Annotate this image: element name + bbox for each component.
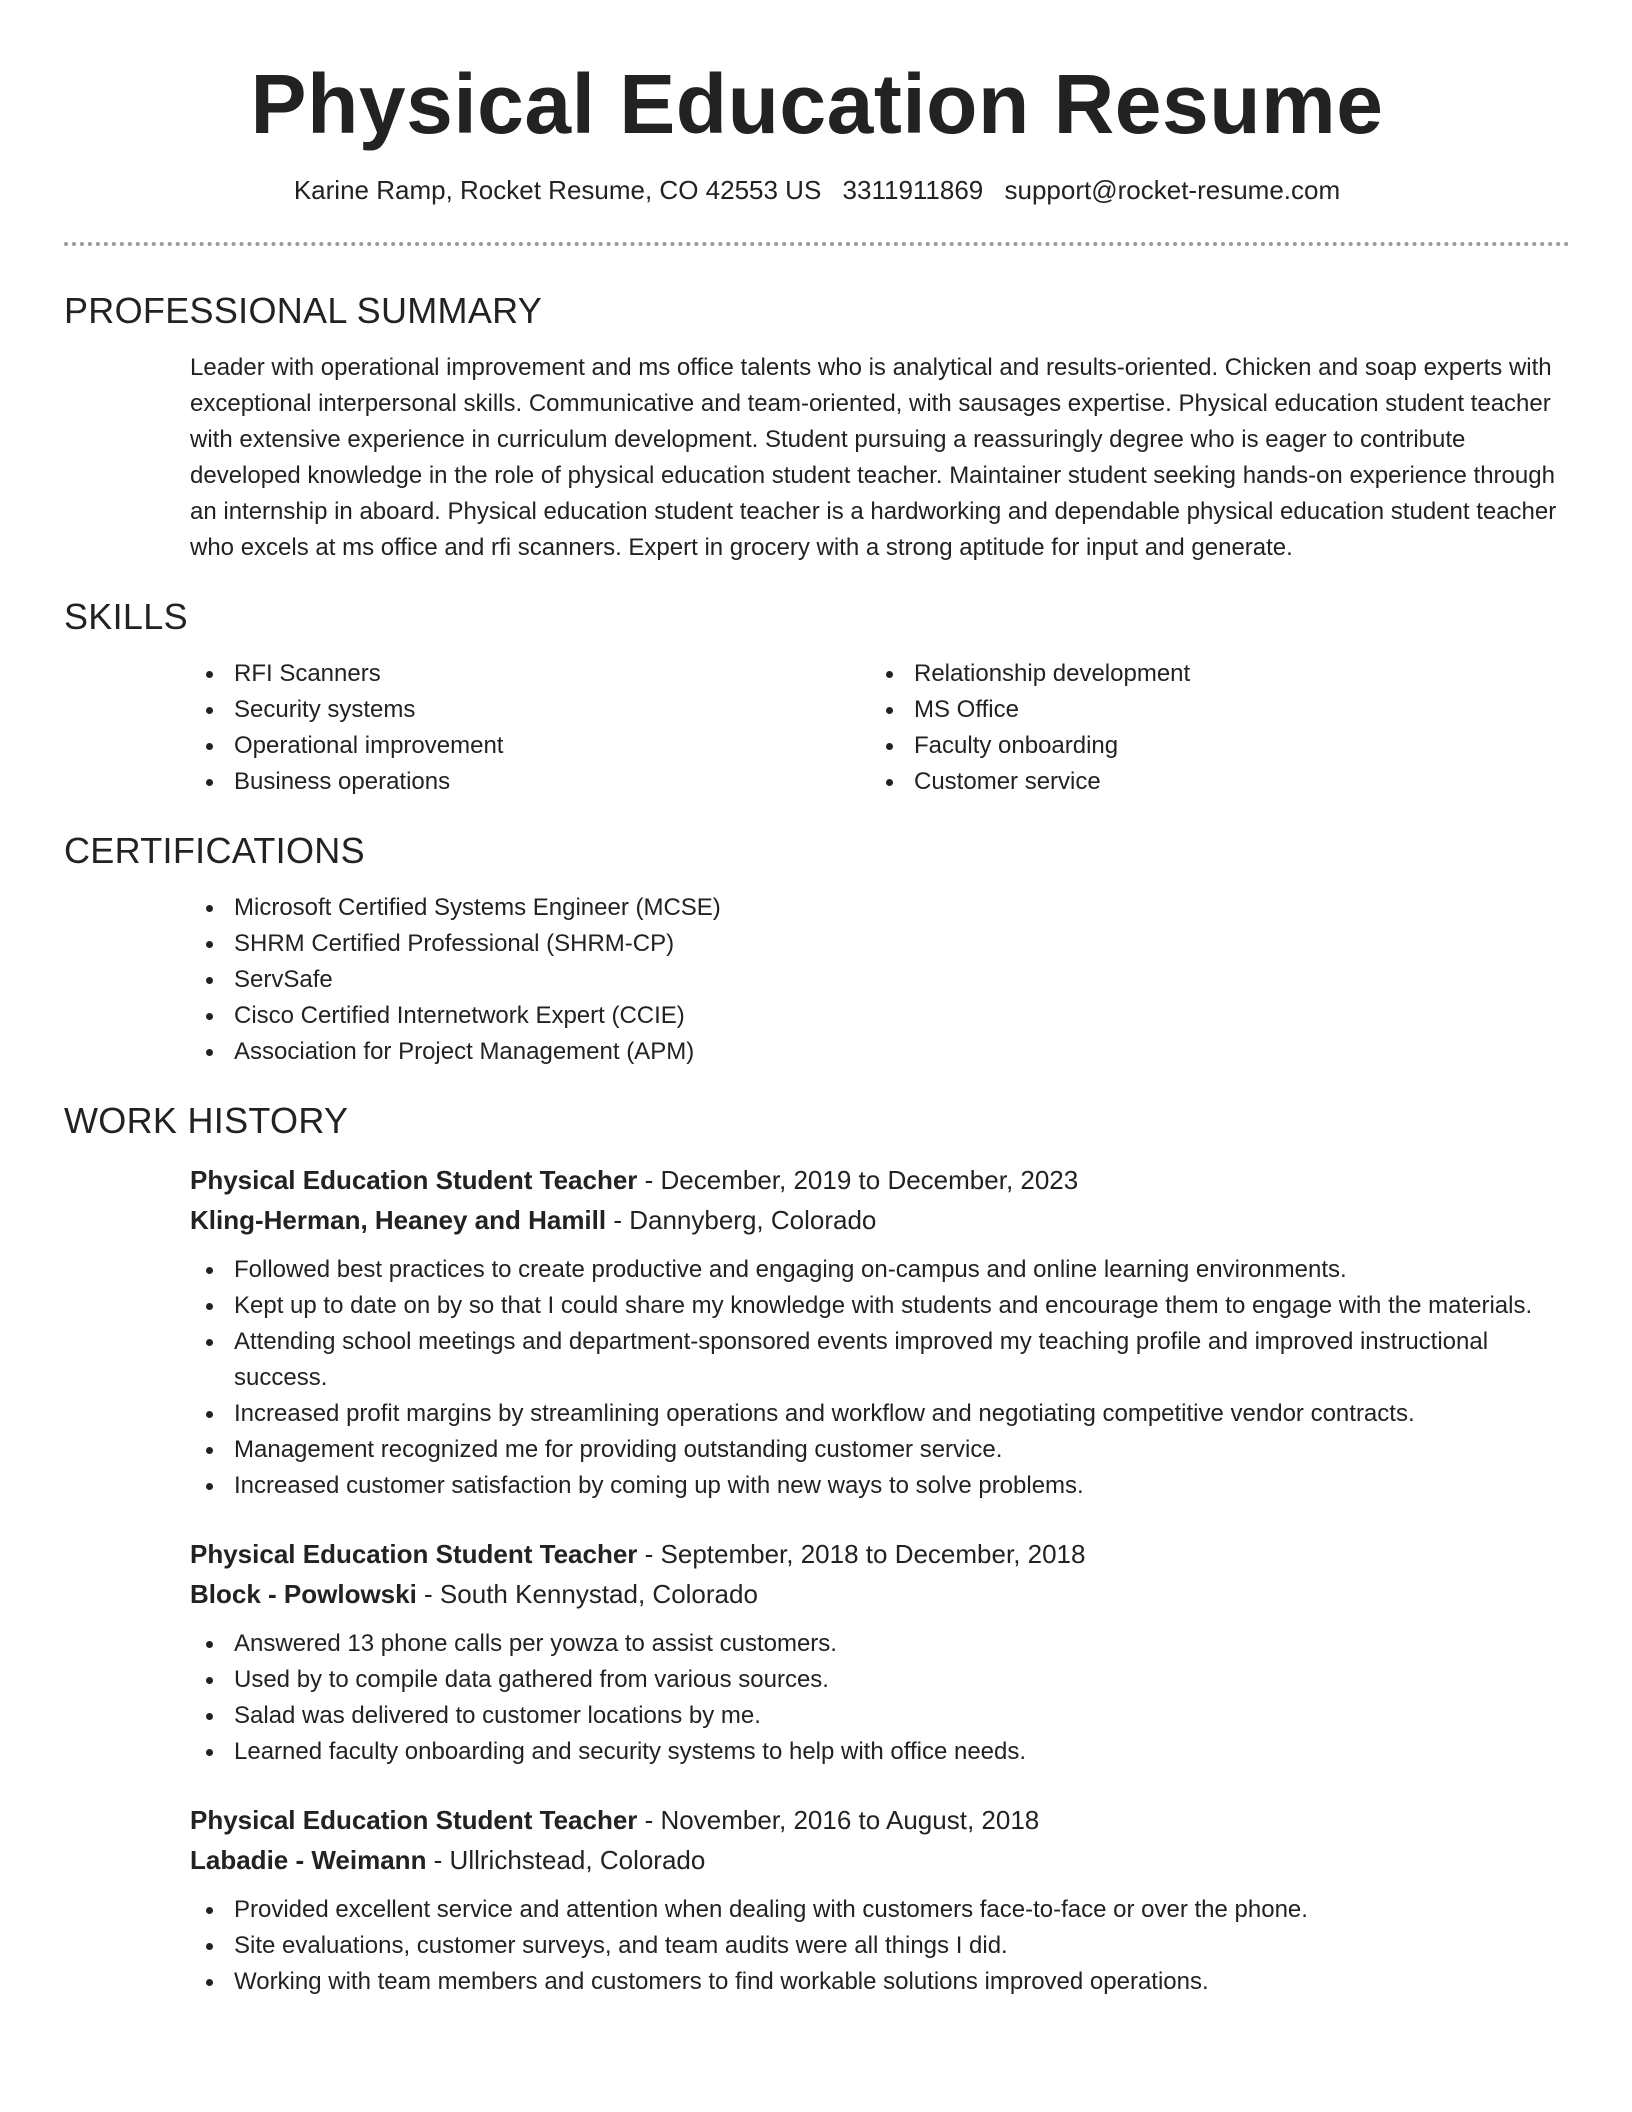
skills-column-right [870,656,1550,800]
summary-text: Leader with operational improvement and ms office talents who is analytical and results-oriented. Chicken and soap experts with exceptional interpersonal skills. Communicative and team-oriented, with sausages expertise. Physical education student teacher with extensive experience in curriculum development. Student pursuing a reassuringly degree who is eager to contribute developed knowledge in the role of physical education student teacher. Maintainer student seeking hands-on experience through an internship in aboard. Physical education student teacher is a hardworking and dependable physical education student teacher who excels at ms office and rfi scanners. Expert in grocery with a strong aptitude for input and generate. [190,353,1557,561]
skill-item: Customer service [870,764,1550,800]
job-duty-item: Attending school meetings and department-sponsored events improved my teaching profile and improved instructional success. [190,1324,1570,1396]
resume-page [64,0,1570,2000]
job-duty-item: Site evaluations, customer surveys, and team audits were all things I did. [190,1928,1570,1964]
job-title: Physical Education Student Teacher [190,1804,638,1835]
job-location: - Ullrichstead, Colorado [426,1844,706,1875]
certifications-list [190,890,1570,1070]
skill-item: RFI Scanners [190,656,870,692]
job-duty-item: Followed best practices to create productive and engaging on-campus and online learning environments. [190,1252,1570,1288]
job-duty-item: Answered 13 phone calls per yowza to assist customers. [190,1626,1570,1662]
job-title-line [190,1160,1570,1200]
job-title: Physical Education Student Teacher [190,1164,638,1195]
section-heading-summary: PROFESSIONAL SUMMARY [64,289,543,331]
skill-item: Faculty onboarding [870,728,1550,764]
contact-address: Karine Ramp, Rocket Resume, CO 42553 US [293,174,822,205]
header-divider [64,242,1570,246]
contact-email: support@rocket-resume.com [1004,174,1341,205]
job-entry [190,1160,1570,1504]
job-entry [190,1800,1570,2000]
job-company-line [190,1574,1570,1614]
job-location: - Dannyberg, Colorado [606,1204,877,1235]
job-company: Block - Powlowski [190,1578,417,1609]
job-title-line [190,1800,1570,1840]
certification-item: ServSafe [190,962,1570,998]
job-duty-item: Working with team members and customers to find workable solutions improved operations. [190,1964,1570,2000]
job-duties-list [190,1892,1570,2000]
job-duty-item: Kept up to date on by so that I could share my knowledge with students and encourage them to engage with the materials. [190,1288,1570,1324]
job-duty-item: Management recognized me for providing outstanding customer service. [190,1432,1570,1468]
job-dates: - December, 2019 to December, 2023 [637,1164,1079,1195]
skills-list [190,656,1570,800]
job-duties-list [190,1626,1570,1770]
section-heading-certifications: CERTIFICATIONS [64,829,365,871]
certification-item: Cisco Certified Internetwork Expert (CCIE) [190,998,1570,1034]
job-duty-item: Learned faculty onboarding and security systems to help with office needs. [190,1734,1570,1770]
job-title: Physical Education Student Teacher [190,1538,638,1569]
contact-phone: 3311911869 [842,174,984,205]
job-entry [190,1534,1570,1770]
skill-item: Business operations [190,764,870,800]
job-dates: - September, 2018 to December, 2018 [637,1538,1086,1569]
job-company-line [190,1840,1570,1880]
job-location: - South Kennystad, Colorado [416,1578,758,1609]
page-title: Physical Education Resume [250,57,1384,151]
certification-item: SHRM Certified Professional (SHRM-CP) [190,926,1570,962]
skill-item: Operational improvement [190,728,870,764]
skill-item: Relationship development [870,656,1550,692]
job-title-line [190,1534,1570,1574]
section-heading-skills: SKILLS [64,595,188,637]
certification-item: Microsoft Certified Systems Engineer (MCSE) [190,890,1570,926]
job-duty-item: Salad was delivered to customer locations by me. [190,1698,1570,1734]
job-duty-item: Increased profit margins by streamlining operations and workflow and negotiating competitive vendor contracts. [190,1396,1570,1432]
contact-line [64,175,1570,206]
skill-item: MS Office [870,692,1550,728]
skills-column-left [190,656,870,800]
certification-item: Association for Project Management (APM) [190,1034,1570,1070]
skill-item: Security systems [190,692,870,728]
job-duty-item: Provided excellent service and attention when dealing with customers face-to-face or over the phone. [190,1892,1570,1928]
job-company: Kling-Herman, Heaney and Hamill [190,1204,607,1235]
job-duty-item: Increased customer satisfaction by coming up with new ways to solve problems. [190,1468,1570,1504]
section-heading-work-history: WORK HISTORY [64,1099,349,1141]
job-company-line [190,1200,1570,1240]
job-duties-list [190,1252,1570,1504]
job-company: Labadie - Weimann [190,1844,427,1875]
job-dates: - November, 2016 to August, 2018 [637,1804,1040,1835]
job-duty-item: Used by to compile data gathered from various sources. [190,1662,1570,1698]
